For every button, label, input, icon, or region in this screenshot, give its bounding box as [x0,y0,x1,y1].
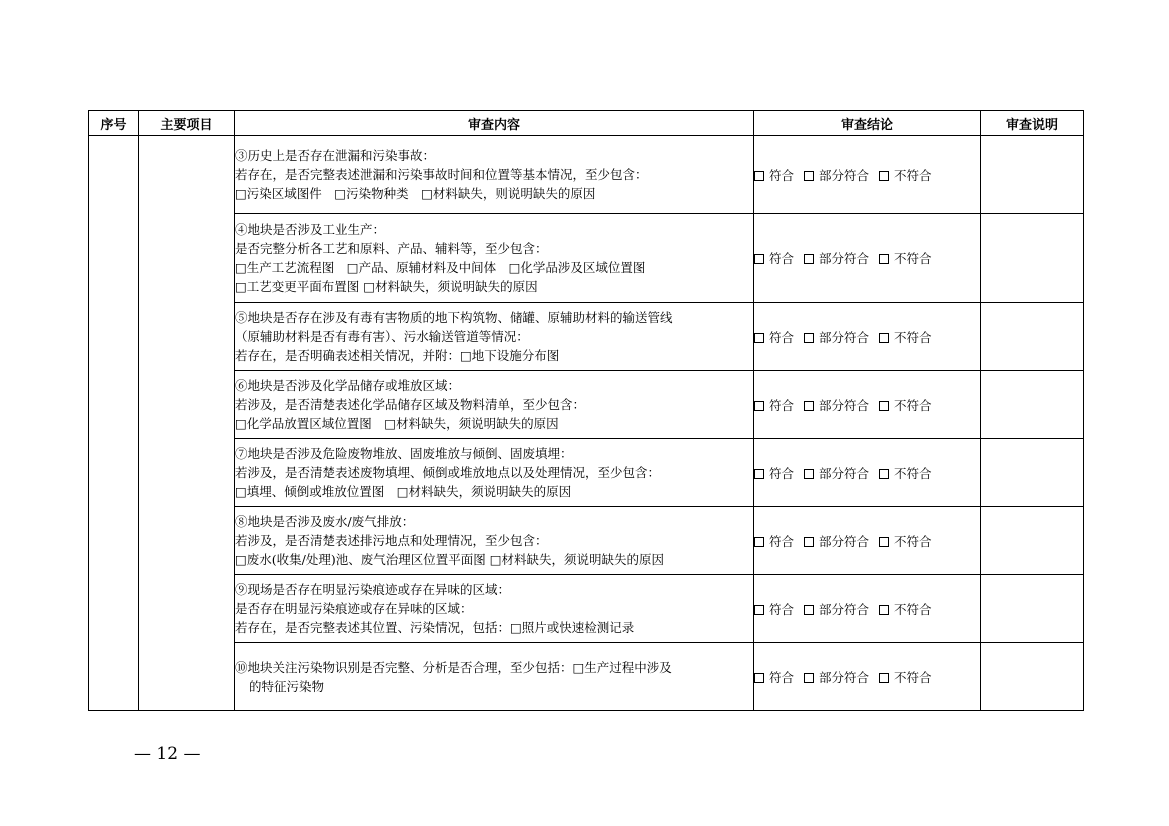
checkbox-icon[interactable] [754,469,764,479]
option-label: 符合 [768,167,794,183]
verdict-cell [754,575,981,643]
header-main-item: 主要项目 [139,111,235,136]
review-content-cell [235,439,754,507]
content-line: ⑩地块关注污染物识别是否完整、分析是否合理，至少包括：□生产过程中涉及 [235,659,672,675]
review-content-cell [235,214,754,303]
option-label: 不符合 [893,669,932,685]
checkbox-icon[interactable] [879,537,889,547]
verdict-cell [754,507,981,575]
header-row [89,111,1084,136]
table-row [89,507,1084,575]
verdict-option[interactable] [754,168,794,183]
checkbox-icon[interactable] [754,333,764,343]
verdict-option[interactable] [804,534,869,549]
review-content-cell [235,136,754,214]
notes-cell[interactable] [981,507,1084,575]
table-row [89,136,1084,214]
verdict-option[interactable] [804,168,869,183]
option-label: 部分符合 [818,601,869,617]
header-review-conclusion: 审查结论 [754,111,981,136]
table-row [89,439,1084,507]
checkbox-icon[interactable] [804,254,814,264]
option-label: 不符合 [893,251,932,266]
content-line: 是否存在明显污染痕迹或存在异味的区域： [235,601,473,616]
checkbox-icon[interactable] [879,469,889,479]
review-content-cell [235,507,754,575]
notes-cell[interactable] [981,303,1084,371]
verdict-option[interactable] [754,398,794,413]
verdict-option[interactable] [804,398,869,413]
review-content-cell [235,643,754,711]
verdict-option[interactable] [754,330,794,345]
content-line: 是否完整分析各工艺和原料、产品、辅料等，至少包含： [235,241,548,256]
verdict-option[interactable] [879,602,932,617]
verdict-option[interactable] [754,534,794,549]
checkbox-icon[interactable] [754,171,764,181]
option-label: 部分符合 [818,465,869,481]
verdict-option[interactable] [804,330,869,345]
option-label: 符合 [768,465,794,481]
content-line: □生产工艺流程图 □产品、原辅材料及中间体 □化学品涉及区域位置图 [235,260,646,275]
content-line: □填埋、倾倒或堆放位置图 □材料缺失，须说明缺失的原因 [235,484,572,499]
verdict-option[interactable] [754,466,794,481]
header-review-notes: 审查说明 [981,111,1084,136]
option-label: 符合 [768,397,794,413]
checkbox-icon[interactable] [804,605,814,615]
checkbox-icon[interactable] [879,605,889,615]
review-content-cell [235,371,754,439]
content-line: 若存在，是否完整表述其位置、污染情况，包括：□照片或快速检测记录 [235,620,635,635]
option-label: 不符合 [893,397,932,413]
checkbox-icon[interactable] [879,171,889,181]
option-label: 部分符合 [818,251,869,266]
content-line: 的特征污染物 [249,678,325,694]
verdict-option[interactable] [879,251,932,266]
verdict-option[interactable] [804,251,869,266]
notes-cell[interactable] [981,575,1084,643]
content-line: ⑤地块是否存在涉及有毒有害物质的地下构筑物、储罐、原辅助材料的输送管线 [235,310,673,325]
verdict-option[interactable] [754,670,794,685]
table-row [89,643,1084,711]
verdict-option[interactable] [804,670,869,685]
content-line: 若涉及，是否清楚表述排污地点和处理情况，至少包含： [235,533,548,548]
checkbox-icon[interactable] [754,401,764,411]
option-label: 部分符合 [818,167,869,183]
checkbox-icon[interactable] [804,333,814,343]
option-label: 部分符合 [818,397,869,413]
verdict-option[interactable] [879,168,932,183]
notes-cell[interactable] [981,136,1084,214]
notes-cell[interactable] [981,371,1084,439]
checkbox-icon[interactable] [804,673,814,683]
table-row [89,371,1084,439]
verdict-option[interactable] [754,251,794,266]
checkbox-icon[interactable] [804,401,814,411]
option-label: 不符合 [893,465,932,481]
content-line: 若涉及，是否清楚表述废物填埋、倾倒或堆放地点以及处理情况，至少包含： [235,465,661,480]
table-row [89,303,1084,371]
content-line: □工艺变更平面布置图 □材料缺失，须说明缺失的原因 [235,279,538,294]
option-label: 符合 [768,669,794,685]
content-line: 若存在，是否明确表述相关情况，并附：□地下设施分布图 [235,348,560,363]
content-line: □化学品放置区域位置图 □材料缺失，须说明缺失的原因 [235,416,559,431]
content-line: 若涉及，是否清楚表述化学品储存区域及物料清单，至少包含： [235,397,586,412]
checkbox-icon[interactable] [879,333,889,343]
verdict-cell [754,439,981,507]
checkbox-icon[interactable] [804,537,814,547]
content-line: ③历史上是否存在泄漏和污染事故： [235,148,436,163]
option-label: 不符合 [893,601,932,617]
notes-cell[interactable] [981,643,1084,711]
content-line: ⑥地块是否涉及化学品储存或堆放区域： [235,378,461,393]
checkbox-icon[interactable] [754,254,764,264]
checkbox-icon[interactable] [754,605,764,615]
option-label: 符合 [768,533,794,549]
verdict-cell [754,643,981,711]
serial-cell [89,136,139,711]
verdict-option[interactable] [879,330,932,345]
review-content-cell [235,303,754,371]
content-line: 若存在，是否完整表述泄漏和污染事故时间和位置等基本情况，至少包含： [235,167,648,182]
verdict-option[interactable] [804,466,869,481]
table-row [89,575,1084,643]
checkbox-icon[interactable] [879,254,889,264]
verdict-option[interactable] [754,602,794,617]
checkbox-icon[interactable] [879,401,889,411]
content-line: ⑨现场是否存在明显污染痕迹或存在异味的区域： [235,582,511,597]
table-row [89,214,1084,303]
page-number: — 12 — [134,744,201,764]
option-label: 部分符合 [818,329,869,345]
content-line: ⑦地块是否涉及危险废物堆放、固废堆放与倾倒、固废填埋： [235,446,573,461]
option-label: 符合 [768,601,794,617]
content-line: □废水(收集/处理)池、废气治理区位置平面图 □材料缺失，须说明缺失的原因 [235,552,665,567]
notes-cell[interactable] [981,439,1084,507]
notes-cell[interactable] [981,214,1084,303]
header-serial: 序号 [89,111,139,136]
option-label: 不符合 [893,329,932,345]
verdict-option[interactable] [879,534,932,549]
header-review-content: 审查内容 [235,111,754,136]
option-label: 部分符合 [818,533,869,549]
checkbox-icon[interactable] [804,171,814,181]
verdict-option[interactable] [804,602,869,617]
option-label: 符合 [768,251,794,266]
verdict-cell [754,303,981,371]
review-table [88,110,1084,711]
option-label: 不符合 [893,533,932,549]
main-item-cell [139,136,235,711]
option-label: 部分符合 [818,669,869,685]
verdict-option[interactable] [879,466,932,481]
review-content-cell [235,575,754,643]
verdict-option[interactable] [879,398,932,413]
verdict-cell [754,214,981,303]
verdict-cell [754,371,981,439]
option-label: 不符合 [893,167,932,183]
content-line: （原辅助材料是否有毒有害）、污水输送管道等情况： [235,329,529,344]
content-line: □污染区域图件 □污染物种类 □材料缺失，则说明缺失的原因 [235,186,596,201]
content-line: ④地块是否涉及工业生产： [235,222,386,237]
verdict-option[interactable] [879,670,932,685]
option-label: 符合 [768,329,794,345]
checkbox-icon[interactable] [879,673,889,683]
content-line: ⑧地块是否涉及废水/废气排放： [235,514,415,529]
checkbox-icon[interactable] [754,537,764,547]
checkbox-icon[interactable] [754,673,764,683]
checkbox-icon[interactable] [804,469,814,479]
verdict-cell [754,136,981,214]
